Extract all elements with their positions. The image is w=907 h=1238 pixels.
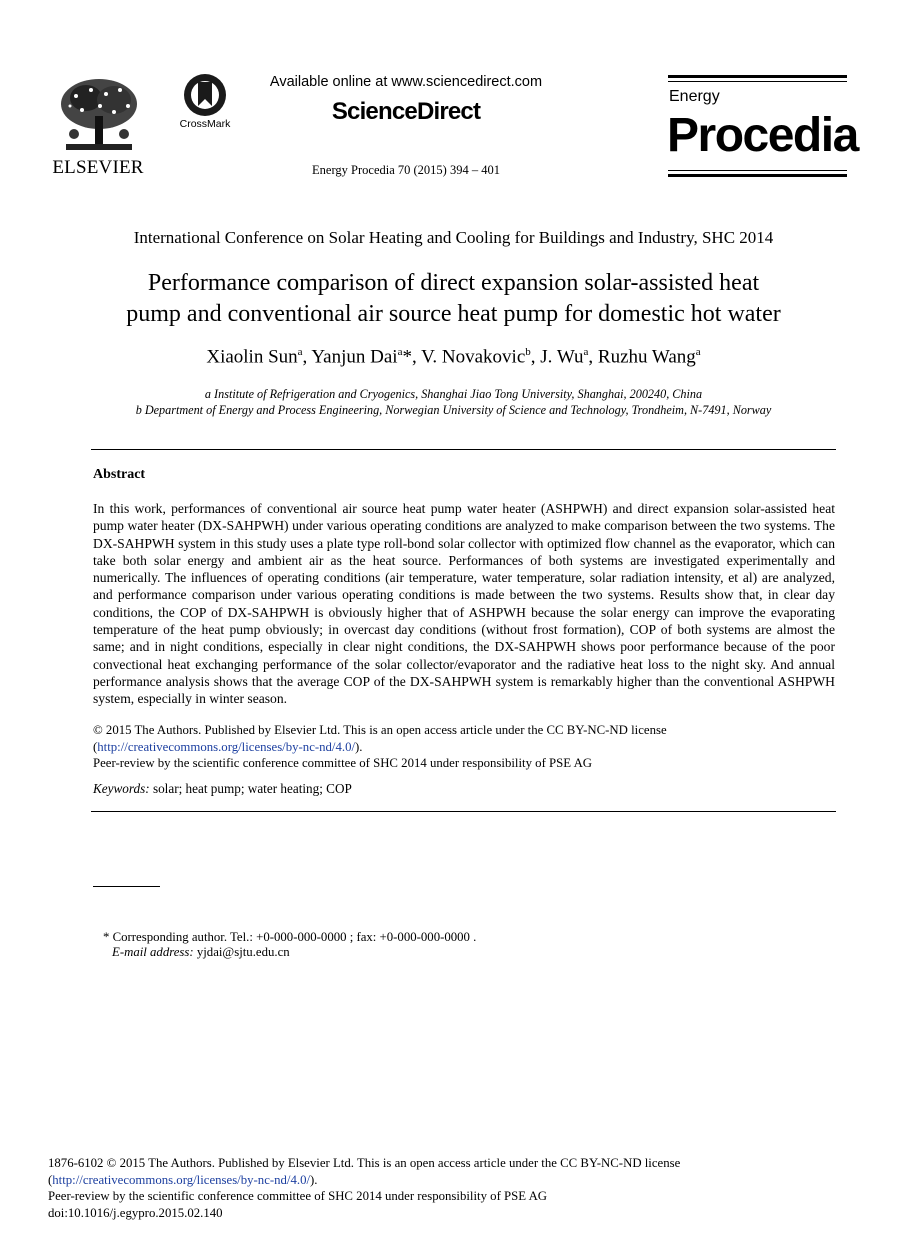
- affiliation-b: b Department of Energy and Process Engineering, Norwegian University of Science and Technology, Trondheim, N-7491, Norway: [135, 403, 772, 417]
- title-line: Performance comparison of direct expansion solar-assisted heat: [147, 270, 760, 296]
- author-affiliation-mark: b: [525, 346, 531, 358]
- keywords-label: Keywords:: [93, 781, 150, 796]
- license-link[interactable]: http://creativecommons.org/licenses/by-nc-nd/4.0/: [97, 739, 356, 754]
- email-note: [112, 945, 290, 960]
- author-name: J. Wu: [540, 346, 584, 368]
- keywords: [93, 781, 835, 797]
- author-name: Yanjun Dai: [311, 346, 398, 368]
- peer-review-text: Peer-review by the scientific conference committee of SHC 2014 under responsibility of PSE AG: [48, 1189, 548, 1203]
- author-separator: ,: [588, 346, 598, 368]
- divider: [91, 449, 836, 450]
- paper-title: [60, 268, 847, 330]
- bottom-matter: [48, 1155, 848, 1221]
- divider: [668, 81, 847, 82]
- email-address[interactable]: yjdai@sjtu.edu.cn: [196, 945, 290, 959]
- author-name: Xiaolin Sun: [206, 346, 298, 368]
- crossmark-label: CrossMark: [179, 118, 231, 130]
- author-affiliation-mark: a: [297, 346, 303, 358]
- divider: [668, 75, 847, 78]
- journal-name-small: Energy: [669, 88, 720, 105]
- title-line: pump and conventional air source heat pump for domestic hot water: [126, 301, 781, 327]
- license-line: (http://creativecommons.org/licenses/by-nc-nd/4.0/).: [93, 739, 363, 754]
- author-separator: ,: [530, 346, 541, 368]
- author-list: [60, 346, 847, 368]
- abstract-heading: Abstract: [93, 467, 146, 482]
- elsevier-logo: [50, 72, 146, 178]
- affiliation-a: a Institute of Refrigeration and Cryogenics, Shanghai Jiao Tong University, Shanghai, 200240, China: [204, 387, 703, 401]
- divider: [668, 174, 847, 177]
- keywords-value: solar; heat pump; water heating; COP: [152, 781, 352, 796]
- divider: [91, 811, 836, 812]
- journal-citation: Energy Procedia 70 (2015) 394 – 401: [312, 163, 500, 177]
- email-label: E-mail address:: [112, 945, 194, 959]
- elsevier-tree-icon: [56, 76, 142, 154]
- copyright-text: © 2015 The Authors. Published by Elsevier Ltd. This is an open access article under the CC BY-NC-ND license: [93, 723, 667, 737]
- author-name: Ruzhu Wang: [597, 346, 696, 368]
- available-online: Available online at www.sciencedirect.com: [269, 74, 543, 90]
- author-name: V. Novakovic: [421, 346, 526, 368]
- license-link[interactable]: http://creativecommons.org/licenses/by-nc-nd/4.0/: [52, 1172, 311, 1187]
- footnote-rule: [93, 886, 160, 887]
- peer-review-text: Peer-review by the scientific conference committee of SHC 2014 under responsibility of PSE AG: [93, 756, 593, 770]
- issn-line: 1876-6102 © 2015 The Authors. Published by Elsevier Ltd. This is an open access article under the CC BY-NC-ND license: [48, 1156, 681, 1170]
- abstract-text: In this work, performances of conventional air source heat pump water heater (ASHPWH) and direct expansion solar-assisted heat pump water heater (DX-SAHPWH) under various operating conditions are analyzed to make comparison between the two systems. The DX-SAHPWH system in this study uses a plate type roll-bond solar collector with optimized flow channel as the evaporator, which can take both solar energy and ambient air as the heat source. Performances of both systems are investigated experimentally and numerically. The influences of operating conditions (air temperature, water temperature, solar radiation intensity, et al) are analyzed, and performance comparison under various operating conditions is made between the two systems. Results show that, in clear day conditions, the COP of DX-SAHPWH is obviously higher that of ASHPWH because the solar energy can improve the evaporating temperature of the heat pump obviously; in overcast day conditions (without frost formation), COP of both systems are almost the same; and in night conditions, especially in clear night conditions, the DX-SAHPWH shows poor performance because of the poor convectional heat exchanging performance of the solar collector/evaporator and the radiative heat loss to the night sky. And annual performance analysis shows that the average COP of the DX-SAHPWH system is remarkably higher than the conventional ASHPWH system, especially in winter season.: [93, 501, 835, 707]
- crossmark-icon: [175, 72, 235, 120]
- conference-name: International Conference on Solar Heating and Cooling for Buildings and Industry, SHC 2014: [133, 228, 774, 247]
- elsevier-label: ELSEVIER: [52, 157, 144, 178]
- corresponding-author-note: * Corresponding author. Tel.: +0-000-000-0000 ; fax: +0-000-000-0000 .: [103, 930, 477, 944]
- sciencedirect-logo: ScienceDirect: [331, 98, 481, 125]
- author-affiliation-mark: a: [583, 346, 589, 358]
- author-affiliation-mark: a: [397, 346, 403, 358]
- energy-procedia-logo: [667, 75, 858, 178]
- license-line: (http://creativecommons.org/licenses/by-nc-nd/4.0/).: [48, 1172, 318, 1187]
- copyright-block: [93, 722, 835, 772]
- author-separator: ,: [302, 346, 312, 368]
- divider: [668, 170, 847, 171]
- author-affiliation-mark: a: [695, 346, 701, 358]
- doi[interactable]: doi:10.1016/j.egypro.2015.02.140: [48, 1205, 223, 1220]
- journal-name-large: Procedia: [667, 109, 858, 162]
- author-separator: *,: [402, 346, 422, 368]
